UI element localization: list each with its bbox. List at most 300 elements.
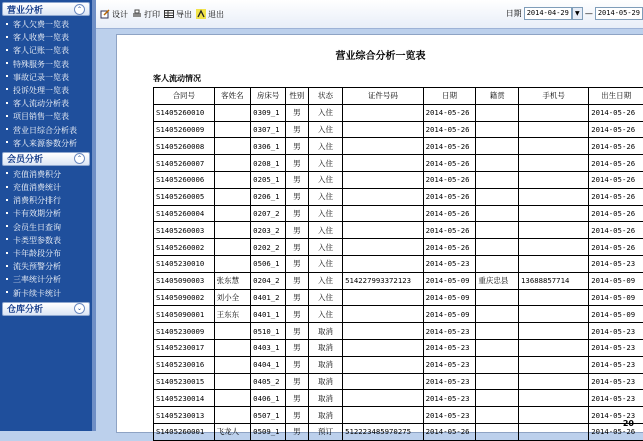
table-cell: 0405_2 bbox=[251, 373, 286, 390]
table-cell bbox=[519, 306, 589, 323]
table-cell: 男 bbox=[285, 188, 308, 205]
sidebar-item-label: 投诉处理一览表 bbox=[13, 86, 69, 95]
table-cell: 入住 bbox=[308, 222, 342, 239]
table-cell bbox=[476, 155, 519, 172]
table-cell bbox=[519, 188, 589, 205]
table-cell: S1405090001 bbox=[154, 306, 215, 323]
table-cell: 男 bbox=[285, 155, 308, 172]
sidebar-item-label: 新卡续卡统计 bbox=[13, 289, 61, 298]
table-cell: 2014-05-23 bbox=[589, 255, 643, 272]
table-cell: 512223485970275 bbox=[343, 423, 424, 440]
table-cell bbox=[476, 356, 519, 373]
table-row bbox=[154, 205, 643, 222]
sidebar-item[interactable] bbox=[4, 31, 92, 44]
table-cell bbox=[519, 255, 589, 272]
table-row bbox=[154, 289, 643, 306]
table-cell bbox=[214, 222, 251, 239]
table-cell bbox=[214, 373, 251, 390]
table-cell bbox=[214, 339, 251, 356]
table-cell bbox=[343, 239, 424, 256]
table-cell bbox=[519, 289, 589, 306]
sidebar-item-label: 流失预警分析 bbox=[13, 262, 61, 271]
table-cell: S1405230013 bbox=[154, 407, 215, 424]
table-cell: 男 bbox=[285, 255, 308, 272]
table-cell: 2014-05-26 bbox=[589, 239, 643, 256]
table-cell bbox=[214, 239, 251, 256]
sidebar-item[interactable] bbox=[4, 194, 92, 207]
table-row bbox=[154, 323, 643, 340]
bullet-icon bbox=[6, 23, 8, 25]
table-cell: 2014-05-26 bbox=[589, 171, 643, 188]
table-row bbox=[154, 356, 643, 373]
table-cell: 0306_1 bbox=[251, 138, 286, 155]
table-cell bbox=[519, 323, 589, 340]
sidebar-item-label: 客人欠费一览表 bbox=[13, 20, 69, 29]
table-cell: 2014-05-09 bbox=[589, 272, 643, 289]
table-cell: 入住 bbox=[308, 272, 342, 289]
table-row bbox=[154, 104, 643, 121]
table-cell: 2014-05-26 bbox=[589, 155, 643, 172]
sidebar-item-label: 特殊服务一览表 bbox=[13, 60, 69, 69]
table-cell: S1405230017 bbox=[154, 339, 215, 356]
table-cell bbox=[476, 222, 519, 239]
table-cell: 男 bbox=[285, 423, 308, 440]
table-cell bbox=[519, 423, 589, 440]
design-label: 设计 bbox=[112, 9, 128, 20]
table-cell bbox=[519, 138, 589, 155]
sidebar-item[interactable] bbox=[4, 247, 92, 260]
table-cell: 2014-05-26 bbox=[423, 171, 476, 188]
bullet-icon bbox=[6, 172, 8, 174]
table-cell: 0404_1 bbox=[251, 356, 286, 373]
table-cell: S1405090002 bbox=[154, 289, 215, 306]
table-cell bbox=[343, 356, 424, 373]
bullet-icon bbox=[6, 225, 8, 227]
table-cell bbox=[476, 188, 519, 205]
table-cell: 2014-05-26 bbox=[423, 222, 476, 239]
table-cell bbox=[476, 407, 519, 424]
table-cell: S1405260002 bbox=[154, 239, 215, 256]
table-cell bbox=[343, 222, 424, 239]
table-cell: 0207_2 bbox=[251, 205, 286, 222]
sidebar-item-label: 充值消费统计 bbox=[13, 183, 61, 192]
table-cell: 0507_1 bbox=[251, 407, 286, 424]
toolbar bbox=[96, 0, 643, 29]
table-cell bbox=[214, 323, 251, 340]
table-cell: 入住 bbox=[308, 205, 342, 222]
sidebar-item-label: 事故记录一览表 bbox=[13, 73, 69, 82]
table-cell: S1405230014 bbox=[154, 390, 215, 407]
collapse-icon[interactable]: ⌃ bbox=[74, 153, 85, 164]
sidebar-item[interactable] bbox=[4, 168, 92, 181]
table-cell: S1405260007 bbox=[154, 155, 215, 172]
table-cell: 0506_1 bbox=[251, 255, 286, 272]
table-cell: 取消 bbox=[308, 339, 342, 356]
table-row bbox=[154, 155, 643, 172]
table-cell: 2014-05-09 bbox=[423, 289, 476, 306]
table-cell: 飞龙人 bbox=[214, 423, 251, 440]
table-cell: 0401_1 bbox=[251, 306, 286, 323]
table-cell bbox=[214, 255, 251, 272]
table-cell: 2014-05-26 bbox=[589, 423, 643, 440]
table-cell: 2014-05-26 bbox=[589, 205, 643, 222]
date-label: 日期 bbox=[506, 8, 522, 19]
table-cell: 2014-05-23 bbox=[589, 339, 643, 356]
table-cell: S1405260009 bbox=[154, 121, 215, 138]
table-cell: 2014-05-26 bbox=[589, 138, 643, 155]
table-row bbox=[154, 188, 643, 205]
table-cell: 入住 bbox=[308, 138, 342, 155]
table-cell bbox=[476, 121, 519, 138]
table-cell bbox=[476, 323, 519, 340]
design-icon bbox=[100, 9, 110, 19]
bullet-icon bbox=[6, 36, 8, 38]
table-cell: 取消 bbox=[308, 373, 342, 390]
table-cell bbox=[343, 104, 424, 121]
table-row bbox=[154, 255, 643, 272]
table-cell bbox=[343, 255, 424, 272]
table-cell bbox=[476, 239, 519, 256]
table-cell: 入住 bbox=[308, 171, 342, 188]
table-cell: 2014-05-26 bbox=[423, 121, 476, 138]
sidebar-section-warehouse bbox=[0, 302, 92, 316]
column-header: 客姓名 bbox=[214, 88, 251, 105]
sidebar-item[interactable] bbox=[4, 260, 92, 273]
bullet-icon bbox=[6, 238, 8, 240]
bullet-icon bbox=[6, 265, 8, 267]
print-button[interactable] bbox=[132, 9, 160, 20]
exit-button[interactable] bbox=[196, 9, 224, 20]
table-cell: 预订 bbox=[308, 423, 342, 440]
table-cell bbox=[214, 205, 251, 222]
table-cell bbox=[476, 255, 519, 272]
table-cell: 2014-05-23 bbox=[423, 390, 476, 407]
section-title: 营业分析 bbox=[7, 3, 43, 16]
sidebar-item[interactable] bbox=[4, 18, 92, 31]
date-separator: — bbox=[585, 9, 593, 18]
bullet-icon bbox=[6, 199, 8, 201]
exit-icon bbox=[196, 9, 206, 19]
table-cell: S1405260004 bbox=[154, 205, 215, 222]
table-row bbox=[154, 306, 643, 323]
table-cell bbox=[519, 205, 589, 222]
table-cell bbox=[214, 104, 251, 121]
printer-icon bbox=[132, 9, 142, 19]
table-cell: 2014-05-26 bbox=[589, 104, 643, 121]
table-cell bbox=[343, 171, 424, 188]
sidebar-item[interactable] bbox=[4, 124, 92, 137]
table-row bbox=[154, 222, 643, 239]
collapse-icon[interactable]: ⌃ bbox=[74, 4, 85, 15]
section-header-member[interactable] bbox=[2, 152, 90, 166]
table-cell: 2014-05-23 bbox=[589, 323, 643, 340]
table-cell: 2014-05-26 bbox=[423, 239, 476, 256]
table-cell: 2014-05-23 bbox=[589, 356, 643, 373]
table-cell bbox=[519, 339, 589, 356]
table-cell: 2014-05-23 bbox=[423, 255, 476, 272]
column-header: 日期 bbox=[423, 88, 476, 105]
table-cell: S1405260003 bbox=[154, 222, 215, 239]
table-cell: 男 bbox=[285, 171, 308, 188]
sidebar-item[interactable] bbox=[4, 58, 92, 71]
sidebar-item-label: 客人记账一览表 bbox=[13, 46, 69, 55]
sidebar-item-label: 三率统计分析 bbox=[13, 275, 61, 284]
export-button[interactable] bbox=[164, 9, 192, 20]
table-row bbox=[154, 171, 643, 188]
table-row bbox=[154, 272, 643, 289]
table-cell: 男 bbox=[285, 407, 308, 424]
table-cell bbox=[476, 205, 519, 222]
sidebar-item[interactable] bbox=[4, 84, 92, 97]
table-cell: 2014-05-26 bbox=[589, 222, 643, 239]
table-cell bbox=[214, 407, 251, 424]
table-cell: 0204_2 bbox=[251, 272, 286, 289]
table-cell: 男 bbox=[285, 205, 308, 222]
table-cell bbox=[214, 155, 251, 172]
table-cell bbox=[519, 155, 589, 172]
column-header: 籍贯 bbox=[476, 88, 519, 105]
table-cell bbox=[343, 289, 424, 306]
table-cell: 0203_2 bbox=[251, 222, 286, 239]
table-cell bbox=[343, 306, 424, 323]
table-cell bbox=[343, 390, 424, 407]
table-cell: 刘小全 bbox=[214, 289, 251, 306]
table-cell: S1405260005 bbox=[154, 188, 215, 205]
main-area bbox=[96, 0, 643, 431]
bullet-icon bbox=[6, 62, 8, 64]
table-cell: S1405230010 bbox=[154, 255, 215, 272]
table-cell bbox=[343, 339, 424, 356]
table-cell bbox=[476, 373, 519, 390]
bullet-icon bbox=[6, 115, 8, 117]
table-cell: 入住 bbox=[308, 188, 342, 205]
table-cell: S1405260006 bbox=[154, 171, 215, 188]
column-header: 合同号 bbox=[154, 88, 215, 105]
table-cell: 男 bbox=[285, 289, 308, 306]
bullet-icon bbox=[6, 252, 8, 254]
sidebar-item-label: 会员生日查询 bbox=[13, 223, 61, 232]
sidebar-item[interactable] bbox=[4, 273, 92, 286]
date-range bbox=[506, 7, 643, 20]
expand-icon[interactable]: ⌄ bbox=[74, 303, 85, 314]
table-row bbox=[154, 138, 643, 155]
column-header: 出生日期 bbox=[589, 88, 643, 105]
table-cell bbox=[214, 188, 251, 205]
table-cell: 2014-05-09 bbox=[423, 306, 476, 323]
sidebar-item-label: 营业日综合分析表 bbox=[13, 126, 77, 135]
table-cell: 男 bbox=[285, 272, 308, 289]
bullet-icon bbox=[6, 212, 8, 214]
table-cell: 0309_1 bbox=[251, 104, 286, 121]
sidebar-item-label: 卡类型参数表 bbox=[13, 236, 61, 245]
table-cell: 重庆忠县 bbox=[476, 272, 519, 289]
table-cell bbox=[519, 356, 589, 373]
table-cell: 男 bbox=[285, 390, 308, 407]
sidebar-item-label: 充值消费积分 bbox=[13, 170, 61, 179]
table-icon bbox=[164, 9, 174, 19]
table-cell: 入住 bbox=[308, 104, 342, 121]
date-from-field[interactable]: 2014-04-29 bbox=[524, 7, 572, 20]
table-cell: 0208_1 bbox=[251, 155, 286, 172]
table-cell: 2014-05-23 bbox=[423, 339, 476, 356]
table-cell: 男 bbox=[285, 222, 308, 239]
table-cell: 13688857714 bbox=[519, 272, 589, 289]
sidebar bbox=[0, 0, 92, 431]
table-cell: S1405230009 bbox=[154, 323, 215, 340]
sidebar-item[interactable] bbox=[4, 287, 92, 300]
table-cell bbox=[519, 222, 589, 239]
table-cell: 2014-05-26 bbox=[423, 138, 476, 155]
sidebar-item[interactable] bbox=[4, 44, 92, 57]
sidebar-item-label: 客人来源参数分析 bbox=[13, 139, 77, 148]
table-cell: 2014-05-09 bbox=[423, 272, 476, 289]
bullet-icon bbox=[6, 291, 8, 293]
table-cell bbox=[519, 104, 589, 121]
table-cell: 0406_1 bbox=[251, 390, 286, 407]
table-cell bbox=[343, 407, 424, 424]
section-title: 会员分析 bbox=[7, 152, 43, 165]
table-cell: 男 bbox=[285, 239, 308, 256]
table-cell: 取消 bbox=[308, 407, 342, 424]
column-header: 手机号 bbox=[519, 88, 589, 105]
table-cell: 2014-05-26 bbox=[423, 155, 476, 172]
table-cell: 2014-05-26 bbox=[589, 121, 643, 138]
sidebar-item[interactable] bbox=[4, 207, 92, 220]
report-subtitle: 客人流动情况 bbox=[153, 73, 201, 84]
sidebar-item-label: 客人收费一览表 bbox=[13, 33, 69, 42]
table-cell bbox=[343, 188, 424, 205]
table-cell: 入住 bbox=[308, 255, 342, 272]
date-to-field[interactable]: 2014-05-29 bbox=[595, 7, 643, 20]
table-cell bbox=[214, 356, 251, 373]
bullet-icon bbox=[6, 75, 8, 77]
table-cell: 2014-05-26 bbox=[423, 188, 476, 205]
table-cell: 入住 bbox=[308, 306, 342, 323]
table-cell: 取消 bbox=[308, 390, 342, 407]
table-cell: 张东慧 bbox=[214, 272, 251, 289]
table-row bbox=[154, 390, 643, 407]
table-cell: 男 bbox=[285, 356, 308, 373]
table-cell bbox=[519, 407, 589, 424]
column-header: 证件号码 bbox=[343, 88, 424, 105]
table-cell: 王东东 bbox=[214, 306, 251, 323]
sidebar-item[interactable] bbox=[4, 234, 92, 247]
table-cell: S1405260010 bbox=[154, 104, 215, 121]
sidebar-item-label: 客人流动分析表 bbox=[13, 99, 69, 108]
table-cell bbox=[343, 323, 424, 340]
table-cell: 男 bbox=[285, 104, 308, 121]
table-cell: S1405090003 bbox=[154, 272, 215, 289]
nav-list-business bbox=[0, 18, 92, 150]
table-body bbox=[154, 104, 643, 440]
table-cell bbox=[519, 390, 589, 407]
section-header-business[interactable] bbox=[2, 2, 90, 16]
table-cell: 0307_1 bbox=[251, 121, 286, 138]
table-cell: 514227993372123 bbox=[343, 272, 424, 289]
table-cell bbox=[476, 339, 519, 356]
design-button[interactable] bbox=[100, 9, 128, 20]
table-cell: 2014-05-09 bbox=[589, 289, 643, 306]
export-label: 导出 bbox=[176, 9, 192, 20]
bullet-icon bbox=[6, 186, 8, 188]
table-cell: 男 bbox=[285, 323, 308, 340]
section-header-warehouse[interactable] bbox=[2, 302, 90, 316]
table-cell: S1405230016 bbox=[154, 356, 215, 373]
chevron-down-icon[interactable]: ▼ bbox=[572, 7, 583, 20]
table-cell: S1405260001 bbox=[154, 423, 215, 440]
sidebar-item[interactable] bbox=[4, 181, 92, 194]
table-cell bbox=[343, 138, 424, 155]
table-cell: 入住 bbox=[308, 155, 342, 172]
table-cell bbox=[214, 121, 251, 138]
table-cell bbox=[519, 373, 589, 390]
table-cell bbox=[214, 390, 251, 407]
table-cell bbox=[343, 205, 424, 222]
report-title: 营业综合分析一览表 bbox=[117, 47, 643, 62]
bullet-icon bbox=[6, 49, 8, 51]
table-cell: 男 bbox=[285, 138, 308, 155]
table-cell bbox=[343, 155, 424, 172]
table-cell: 2014-05-23 bbox=[423, 373, 476, 390]
table-cell: 2014-05-23 bbox=[423, 356, 476, 373]
table-cell: 取消 bbox=[308, 356, 342, 373]
column-header: 房床号 bbox=[251, 88, 286, 105]
table-cell: 入住 bbox=[308, 121, 342, 138]
sidebar-item[interactable] bbox=[4, 221, 92, 234]
table-cell bbox=[476, 423, 519, 440]
table-cell: S1405260008 bbox=[154, 138, 215, 155]
table-cell bbox=[343, 373, 424, 390]
table-cell: 取消 bbox=[308, 323, 342, 340]
table-cell bbox=[519, 171, 589, 188]
sidebar-section-business bbox=[0, 2, 92, 150]
bullet-icon bbox=[6, 102, 8, 104]
table-cell: 0509_1 bbox=[251, 423, 286, 440]
table-cell: 2014-05-09 bbox=[589, 306, 643, 323]
table-cell: 2014-05-26 bbox=[423, 104, 476, 121]
table-cell bbox=[476, 171, 519, 188]
bullet-icon bbox=[6, 141, 8, 143]
table-cell: 入住 bbox=[308, 239, 342, 256]
table-cell bbox=[214, 138, 251, 155]
sidebar-item-label: 项目销售一览表 bbox=[13, 112, 69, 121]
sidebar-item-label: 卡年龄段分布 bbox=[13, 249, 61, 258]
sidebar-item[interactable] bbox=[4, 97, 92, 110]
table-row bbox=[154, 339, 643, 356]
table-cell: 0510_1 bbox=[251, 323, 286, 340]
sidebar-item[interactable] bbox=[4, 71, 92, 84]
table-row bbox=[154, 373, 643, 390]
table-cell: 0202_2 bbox=[251, 239, 286, 256]
column-header: 状态 bbox=[308, 88, 342, 105]
table-cell: 0403_1 bbox=[251, 339, 286, 356]
table-cell bbox=[214, 171, 251, 188]
table-cell bbox=[476, 390, 519, 407]
table-cell: 2014-05-23 bbox=[589, 390, 643, 407]
sidebar-item[interactable] bbox=[4, 137, 92, 150]
table-row bbox=[154, 407, 643, 424]
table-cell: 2014-05-23 bbox=[423, 407, 476, 424]
table-cell bbox=[476, 306, 519, 323]
data-table bbox=[153, 87, 643, 441]
bullet-icon bbox=[6, 128, 8, 130]
table-cell bbox=[343, 121, 424, 138]
bullet-icon bbox=[6, 278, 8, 280]
sidebar-item-label: 卡有效期分析 bbox=[13, 209, 61, 218]
table-cell: 男 bbox=[285, 306, 308, 323]
sidebar-item[interactable] bbox=[4, 110, 92, 123]
exit-label: 退出 bbox=[208, 9, 224, 20]
